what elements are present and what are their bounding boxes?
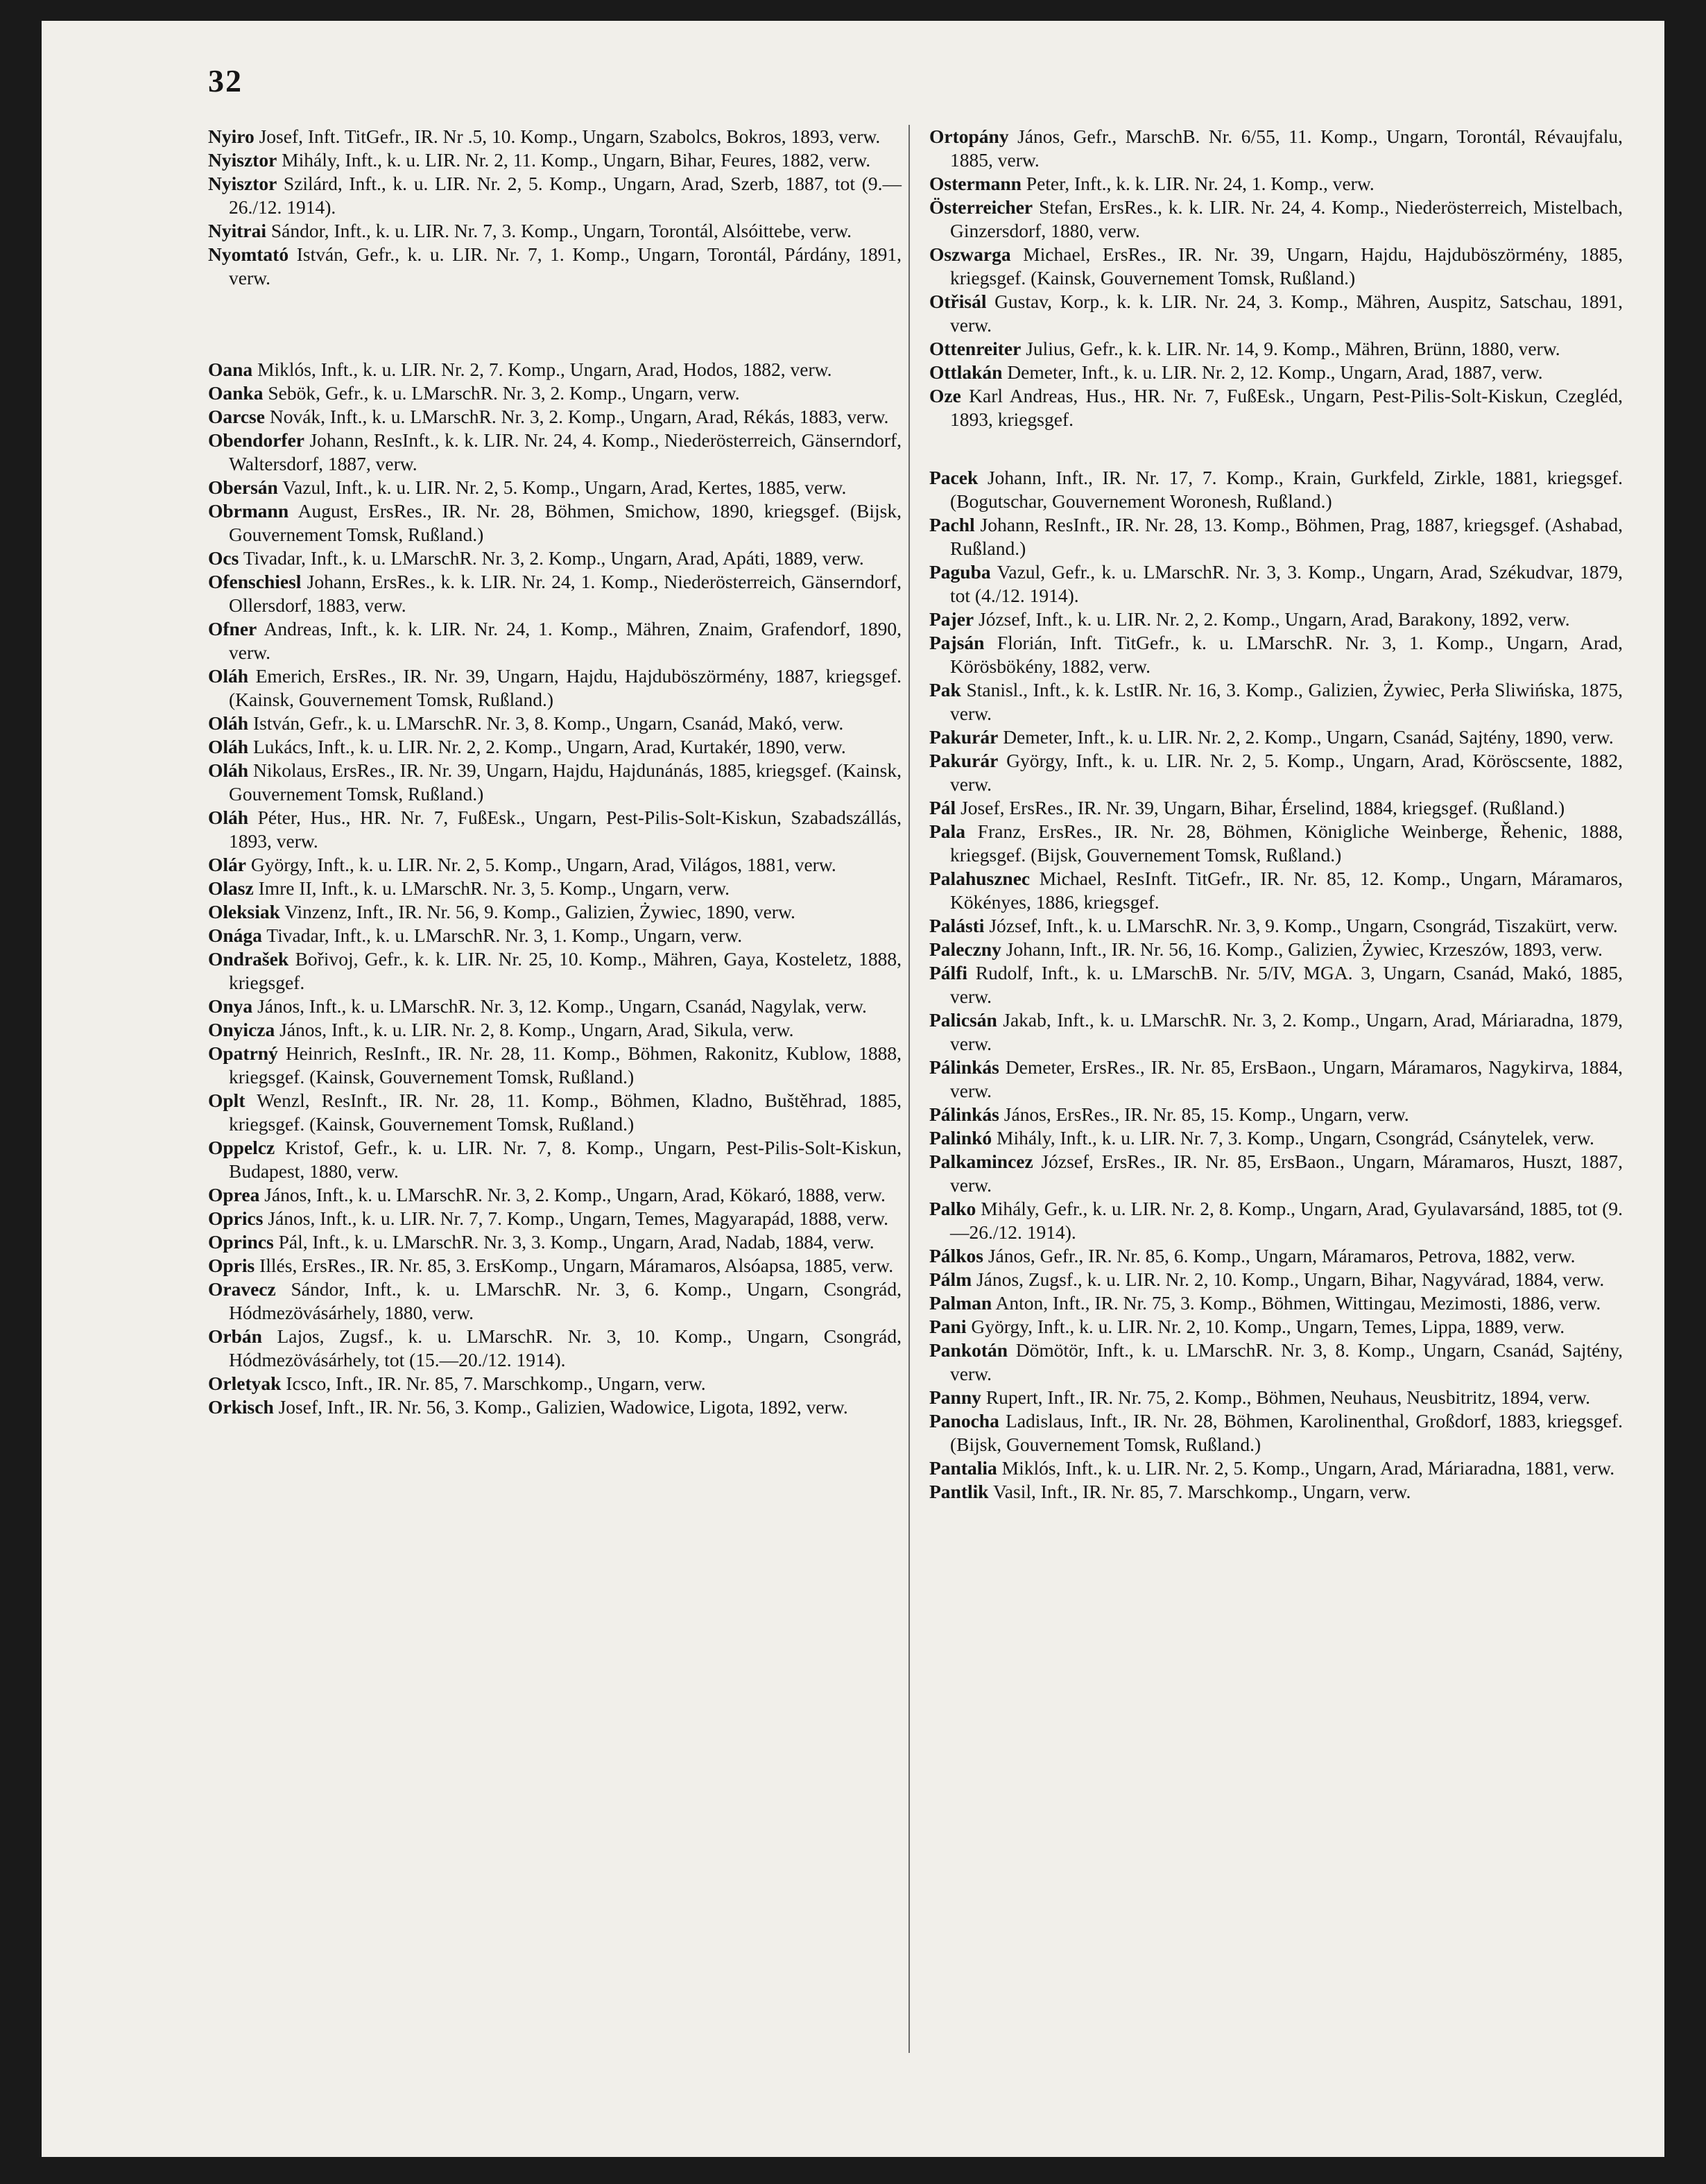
entry-details: Gustav, Korp., k. k. LIR. Nr. 24, 3. Komp., Mähren, Auspitz, Satschau, 1891, verw. (950, 291, 1623, 336)
entry-surname: Oprincs (208, 1231, 274, 1253)
entry-details: Johann, ErsRes., k. k. LIR. Nr. 24, 1. Komp., Niederösterreich, Gänserndorf, Ollersdorf, 1883, verw. (229, 571, 902, 616)
entry-surname: Paguba (929, 561, 991, 583)
entry-details: Peter, Inft., k. k. LIR. Nr. 24, 1. Komp., verw. (1026, 173, 1375, 194)
entry-details: August, ErsRes., IR. Nr. 28, Böhmen, Smichow, 1890, kriegsgef. (Bijsk, Gouvernement Tomsk, Rußland.) (229, 500, 902, 545)
register-entry (929, 125, 1623, 172)
register-entry (208, 358, 902, 381)
entry-surname: Nyisztor (208, 149, 277, 171)
entry-surname: Oláh (208, 807, 249, 828)
entry-details: István, Gefr., k. u. LIR. Nr. 7, 1. Komp., Ungarn, Torontál, Párdány, 1891, verw. (229, 243, 902, 289)
entry-details: Stanisl., Inft., k. k. LstIR. Nr. 16, 3. Komp., Galizien, Żywiec, Perła Sliwińska, 1875, verw. (950, 679, 1623, 724)
entry-details: Kristof, Gefr., k. u. LIR. Nr. 7, 8. Komp., Ungarn, Pest-Pilis-Solt-Kiskun, Budapest, 1880, verw. (229, 1137, 902, 1182)
register-entry (208, 1254, 902, 1278)
register-entry (208, 1278, 902, 1325)
entry-surname: Onyicza (208, 1019, 275, 1040)
entry-details: Andreas, Inft., k. k. LIR. Nr. 24, 1. Komp., Mähren, Znaim, Grafendorf, 1890, verw. (229, 618, 902, 663)
entry-details: Rudolf, Inft., k. u. LMarschB. Nr. 5/IV, MGA. 3, Ungarn, Csanád, Makó, 1885, verw. (950, 962, 1623, 1007)
entry-details: József, ErsRes., IR. Nr. 85, ErsBaon., Ungarn, Máramaros, Huszt, 1887, verw. (950, 1151, 1623, 1196)
entry-surname: Pankotán (929, 1339, 1008, 1361)
register-entry (929, 1339, 1623, 1386)
register-entry (208, 429, 902, 476)
entry-surname: Pantlik (929, 1481, 989, 1502)
entry-surname: Olár (208, 854, 246, 875)
entry-surname: Orletyak (208, 1373, 282, 1394)
entry-surname: Ofner (208, 618, 257, 639)
entry-details: Josef, Inft., IR. Nr. 56, 3. Komp., Galizien, Wadowice, Ligota, 1892, verw. (278, 1396, 848, 1418)
entry-surname: Opatrný (208, 1042, 278, 1064)
register-entry (929, 337, 1623, 361)
entry-details: János, Inft., k. u. LMarschR. Nr. 3, 2. Komp., Ungarn, Arad, Kökaró, 1888, verw. (264, 1184, 886, 1205)
register-entry (929, 1268, 1623, 1291)
entry-details: Illés, ErsRes., IR. Nr. 85, 3. ErsKomp., Ungarn, Máramaros, Alsóapsa, 1885, verw. (259, 1255, 894, 1276)
entry-details: Mihály, Gefr., k. u. LIR. Nr. 2, 8. Komp., Ungarn, Arad, Gyulavarsánd, 1885, tot (9.—26./12. 1914). (950, 1198, 1623, 1243)
entry-details: Icsco, Inft., IR. Nr. 85, 7. Marschkomp., Ungarn, verw. (286, 1373, 706, 1394)
register-entry (929, 961, 1623, 1008)
entry-surname: Ocs (208, 547, 239, 569)
register-entry (929, 1244, 1623, 1268)
entry-details: Demeter, Inft., k. u. LIR. Nr. 2, 2. Komp., Ungarn, Csanád, Sajtény, 1890, verw. (1003, 726, 1614, 748)
register-entry (208, 1089, 902, 1136)
register-entry (929, 466, 1623, 513)
register-entry (929, 608, 1623, 631)
entry-surname: Pantalia (929, 1457, 997, 1479)
entry-surname: Ondrašek (208, 948, 289, 970)
entry-surname: Oszwarga (929, 243, 1011, 265)
entry-details: Franz, ErsRes., IR. Nr. 28, Böhmen, Königliche Weinberge, Řehenic, 1888, kriegsgef. (Bijsk, Gouvernement Tomsk, Rußland.) (950, 820, 1623, 866)
entry-surname: Obendorfer (208, 429, 305, 451)
entry-details: György, Inft., k. u. LIR. Nr. 2, 10. Komp., Ungarn, Temes, Lippa, 1889, verw. (971, 1316, 1565, 1337)
entry-surname: Orkisch (208, 1396, 274, 1418)
entry-details: Lajos, Zugsf., k. u. LMarschR. Nr. 3, 10. Komp., Ungarn, Csongrád, Hódmezövásárhely, tot (15.—20./12. 1914). (229, 1325, 902, 1370)
entry-surname: Olasz (208, 877, 254, 899)
entry-details: Vinzenz, Inft., IR. Nr. 56, 9. Komp., Galizien, Żywiec, 1890, verw. (284, 901, 795, 922)
entry-surname: Pálinkás (929, 1056, 999, 1078)
entry-surname: Oravecz (208, 1278, 276, 1300)
entry-surname: Oppelcz (208, 1137, 275, 1158)
entry-details: István, Gefr., k. u. LMarschR. Nr. 3, 8. Komp., Ungarn, Csanád, Makó, verw. (252, 712, 844, 734)
register-entry (208, 1018, 902, 1042)
entry-surname: Pál (929, 797, 956, 818)
register-entry (929, 243, 1623, 290)
entry-surname: Oláh (208, 759, 249, 781)
entry-surname: Nyisztor (208, 173, 277, 194)
entry-details: Tivadar, Inft., k. u. LMarschR. Nr. 3, 2. Komp., Ungarn, Arad, Apáti, 1889, verw. (243, 547, 864, 569)
entry-details: János, Zugsf., k. u. LIR. Nr. 2, 10. Komp., Ungarn, Bihar, Nagyvárad, 1884, verw. (976, 1269, 1605, 1290)
register-entry (929, 1126, 1623, 1150)
register-entry (208, 1230, 902, 1254)
entry-surname: Otřisál (929, 291, 987, 312)
register-entry (929, 914, 1623, 938)
entry-surname: Nyiro (208, 126, 255, 147)
register-entry (929, 1291, 1623, 1315)
register-entry (208, 1136, 902, 1183)
entry-surname: Oarcse (208, 406, 265, 427)
entry-surname: Oanka (208, 382, 264, 404)
register-entry (208, 1042, 902, 1089)
register-entry (208, 995, 902, 1018)
entry-details: Bořivoj, Gefr., k. k. LIR. Nr. 25, 10. Komp., Mähren, Gaya, Kosteletz, 1888, kriegsgef. (229, 948, 902, 993)
register-entry (929, 196, 1623, 243)
entry-surname: Ottenreiter (929, 338, 1022, 359)
entry-details: Emerich, ErsRes., IR. Nr. 39, Ungarn, Hajdu, Hajduböszörmény, 1887, kriegsgef. (Kainsk, Gouvernement Tomsk, Rußland.) (229, 665, 902, 710)
register-entry (208, 381, 902, 405)
entry-surname: Nyomtató (208, 243, 289, 265)
entry-surname: Panocha (929, 1410, 999, 1431)
entry-details: János, Gefr., IR. Nr. 85, 6. Komp., Ungarn, Máramaros, Petrova, 1882, verw. (988, 1245, 1576, 1266)
entry-surname: Palman (929, 1292, 992, 1314)
register-entry (929, 796, 1623, 820)
entry-details: Vasil, Inft., IR. Nr. 85, 7. Marschkomp., Ungarn, verw. (992, 1481, 1411, 1502)
register-entry (929, 1409, 1623, 1456)
entry-surname: Pacek (929, 467, 979, 488)
register-entry (929, 867, 1623, 914)
register-entry (929, 172, 1623, 196)
register-entry (929, 749, 1623, 796)
entry-surname: Palásti (929, 915, 985, 936)
entry-details: Ladislaus, Inft., IR. Nr. 28, Böhmen, Karolinenthal, Großdorf, 1883, kriegsgef. (Bijsk, Gouvernement Tomsk, Rußland.) (950, 1410, 1623, 1455)
entry-surname: Pakurár (929, 726, 999, 748)
entry-details: Dömötör, Inft., k. u. LMarschR. Nr. 3, 8. Komp., Ungarn, Csanád, Sajtény, verw. (950, 1339, 1623, 1384)
register-entry (929, 384, 1623, 431)
entry-surname: Oprea (208, 1184, 260, 1205)
entry-surname: Oleksiak (208, 901, 280, 922)
register-entry (208, 219, 902, 243)
entry-details: Pál, Inft., k. u. LMarschR. Nr. 3, 3. Komp., Ungarn, Arad, Nadab, 1884, verw. (278, 1231, 874, 1253)
entry-details: Heinrich, ResInft., IR. Nr. 28, 11. Komp., Böhmen, Rakonitz, Kublow, 1888, kriegsgef. (Kainsk, Gouvernement Tomsk, Rußland.) (229, 1042, 902, 1087)
entry-details: Miklós, Inft., k. u. LIR. Nr. 2, 5. Komp., Ungarn, Arad, Máriaradna, 1881, verw. (1001, 1457, 1615, 1479)
entry-details: Johann, ResInft., IR. Nr. 28, 13. Komp., Böhmen, Prag, 1887, kriegsgef. (Ashabad, Rußland.) (950, 514, 1623, 559)
entry-surname: Ofenschiesl (208, 571, 302, 592)
entry-details: Sándor, Inft., k. u. LMarschR. Nr. 3, 6. Komp., Ungarn, Csongrád, Hódmezövásárhely, 1880, verw. (229, 1278, 902, 1323)
register-entry (929, 631, 1623, 678)
entry-surname: Opris (208, 1255, 255, 1276)
entry-details: József, Inft., k. u. LIR. Nr. 2, 2. Komp., Ungarn, Arad, Barakony, 1892, verw. (979, 608, 1570, 630)
entry-surname: Oláh (208, 712, 249, 734)
entry-details: Péter, Hus., HR. Nr. 7, FußEsk., Ungarn, Pest-Pilis-Solt-Kiskun, Szabadszállás, 1893, verw. (229, 807, 902, 852)
entry-surname: Pala (929, 820, 965, 842)
register-entry (208, 172, 902, 219)
register-entry (929, 1008, 1623, 1056)
entry-surname: Palahusznec (929, 868, 1031, 889)
register-entry (929, 820, 1623, 867)
register-entry (208, 853, 902, 877)
entry-details: Novák, Inft., k. u. LMarschR. Nr. 3, 2. Komp., Ungarn, Arad, Rékás, 1883, verw. (269, 406, 889, 427)
entry-surname: Pachl (929, 514, 975, 535)
section-gap (929, 431, 1623, 466)
register-entry (929, 1056, 1623, 1103)
register-entry (208, 1372, 902, 1395)
entry-details: Sándor, Inft., k. u. LIR. Nr. 7, 3. Komp., Ungarn, Torontál, Alsóittebe, verw. (270, 220, 852, 241)
entry-details: Mihály, Inft., k. u. LIR. Nr. 2, 11. Komp., Ungarn, Bihar, Feures, 1882, verw. (282, 149, 871, 171)
register-entry (929, 361, 1623, 384)
register-entry (208, 1325, 902, 1372)
entry-details: Josef, ErsRes., IR. Nr. 39, Ungarn, Bihar, Érselind, 1884, kriegsgef. (Rußland.) (960, 797, 1565, 818)
entry-details: Nikolaus, ErsRes., IR. Nr. 39, Ungarn, Hajdu, Hajdunánás, 1885, kriegsgef. (Kainsk, Gouvernement Tomsk, Rußland.) (229, 759, 902, 805)
entry-details: József, Inft., k. u. LMarschR. Nr. 3, 9. Komp., Ungarn, Csongrád, Tiszakürt, verw. (989, 915, 1618, 936)
register-entry (929, 513, 1623, 560)
entry-surname: Oana (208, 359, 253, 380)
entry-surname: Obersán (208, 476, 278, 498)
entry-surname: Ottlakán (929, 361, 1003, 383)
entry-surname: Pak (929, 679, 961, 700)
left-column (208, 125, 902, 1419)
entry-surname: Pálfi (929, 962, 967, 983)
register-entry (208, 947, 902, 995)
entry-details: Mihály, Inft., k. u. LIR. Nr. 7, 3. Komp., Ungarn, Csongrád, Csánytelek, verw. (997, 1127, 1594, 1149)
entry-surname: Obrmann (208, 500, 289, 522)
entry-surname: Pakurár (929, 750, 999, 771)
entry-surname: Pálm (929, 1269, 972, 1290)
entry-surname: Oláh (208, 665, 249, 687)
register-entry (929, 1456, 1623, 1480)
entry-surname: Pálkos (929, 1245, 983, 1266)
register-entry (208, 547, 902, 570)
entry-surname: Ortopány (929, 126, 1009, 147)
register-entry (929, 938, 1623, 961)
entry-details: Florián, Inft. TitGefr., k. u. LMarschR. Nr. 3, 1. Komp., Ungarn, Arad, Körösbökény, 1882, verw. (950, 632, 1623, 677)
register-entry (929, 1150, 1623, 1197)
entry-details: Anton, Inft., IR. Nr. 75, 3. Komp., Böhmen, Wittingau, Mezimosti, 1886, verw. (995, 1292, 1601, 1314)
register-entry (929, 1197, 1623, 1244)
register-entry (929, 1386, 1623, 1409)
register-entry (929, 290, 1623, 337)
entry-details: János, ErsRes., IR. Nr. 85, 15. Komp., Ungarn, verw. (1003, 1103, 1409, 1125)
entry-surname: Palicsán (929, 1009, 997, 1031)
register-entry (208, 924, 902, 947)
register-entry (208, 476, 902, 499)
register-entry (208, 617, 902, 664)
register-entry (208, 499, 902, 547)
entry-surname: Oprics (208, 1207, 264, 1229)
document-page (42, 21, 1664, 2157)
entry-details: Michael, ErsRes., IR. Nr. 39, Ungarn, Hajdu, Hajduböszörmény, 1885, kriegsgef. (Kainsk, Gouvernement Tomsk, Rußland.) (950, 243, 1623, 289)
register-entry (208, 1207, 902, 1230)
page-number: 32 (208, 63, 243, 98)
register-entry (208, 1395, 902, 1419)
entry-details: János, Inft., k. u. LIR. Nr. 2, 8. Komp., Ungarn, Arad, Sikula, verw. (279, 1019, 794, 1040)
register-entry (208, 1183, 902, 1207)
register-entry (208, 570, 902, 617)
entry-surname: Palinkó (929, 1127, 992, 1149)
column-divider (908, 125, 910, 2053)
register-entry (929, 1315, 1623, 1339)
register-entry (208, 712, 902, 735)
entry-details: Vazul, Inft., k. u. LIR. Nr. 2, 5. Komp., Ungarn, Arad, Kertes, 1885, verw. (282, 476, 847, 498)
register-entry (208, 877, 902, 900)
entry-surname: Onya (208, 995, 253, 1017)
entry-details: Julius, Gefr., k. k. LIR. Nr. 14, 9. Komp., Mähren, Brünn, 1880, verw. (1026, 338, 1560, 359)
entry-details: Sebök, Gefr., k. u. LMarschR. Nr. 3, 2. Komp., Ungarn, verw. (268, 382, 740, 404)
entry-surname: Oze (929, 385, 961, 406)
register-entry (208, 148, 902, 172)
register-entry (929, 678, 1623, 725)
entry-surname: Panny (929, 1386, 981, 1408)
entry-surname: Nyitrai (208, 220, 267, 241)
register-entry (208, 759, 902, 806)
entry-details: János, Gefr., MarschB. Nr. 6/55, 11. Komp., Ungarn, Torontál, Révaujfalu, 1885, verw. (950, 126, 1623, 171)
entry-details: Johann, ResInft., k. k. LIR. Nr. 24, 4. Komp., Niederösterreich, Gänserndorf, Waltersdorf, 1887, verw. (229, 429, 902, 474)
entry-details: János, Inft., k. u. LMarschR. Nr. 3, 12. Komp., Ungarn, Csanád, Nagylak, verw. (257, 995, 867, 1017)
entry-surname: Palko (929, 1198, 976, 1219)
register-entry (208, 806, 902, 853)
section-gap (208, 290, 902, 358)
entry-surname: Österreicher (929, 196, 1033, 218)
entry-details: Demeter, Inft., k. u. LIR. Nr. 2, 12. Komp., Ungarn, Arad, 1887, verw. (1007, 361, 1543, 383)
entry-details: Imre II, Inft., k. u. LMarschR. Nr. 3, 5. Komp., Ungarn, verw. (258, 877, 730, 899)
entry-details: János, Inft., k. u. LIR. Nr. 7, 7. Komp., Ungarn, Temes, Magyarapád, 1888, verw. (268, 1207, 889, 1229)
entry-surname: Pálinkás (929, 1103, 999, 1125)
entry-details: Jakab, Inft., k. u. LMarschR. Nr. 3, 2. Komp., Ungarn, Arad, Máriaradna, 1879, verw. (950, 1009, 1623, 1054)
entry-surname: Pani (929, 1316, 967, 1337)
register-entry (208, 900, 902, 924)
entry-details: Wenzl, ResInft., IR. Nr. 28, 11. Komp., Böhmen, Kladno, Buštěhrad, 1885, kriegsgef. (Kainsk, Gouvernement Tomsk, Rußland.) (229, 1090, 902, 1135)
entry-surname: Pajer (929, 608, 974, 630)
entry-details: Demeter, ErsRes., IR. Nr. 85, ErsBaon., Ungarn, Máramaros, Nagykirva, 1884, verw. (950, 1056, 1623, 1101)
entry-surname: Ostermann (929, 173, 1022, 194)
entry-details: Miklós, Inft., k. u. LIR. Nr. 2, 7. Komp., Ungarn, Arad, Hodos, 1882, verw. (257, 359, 832, 380)
entry-details: Michael, ResInft. TitGefr., IR. Nr. 85, 12. Komp., Ungarn, Máramaros, Kökényes, 1886, kriegsgef. (950, 868, 1623, 913)
entry-surname: Oláh (208, 736, 249, 757)
entry-surname: Palkamincez (929, 1151, 1033, 1172)
entry-details: Josef, Inft. TitGefr., IR. Nr .5, 10. Komp., Ungarn, Szabolcs, Bokros, 1893, verw. (259, 126, 881, 147)
entry-details: Johann, Inft., IR. Nr. 17, 7. Komp., Krain, Gurkfeld, Zirkle, 1881, kriegsgef. (Bogutschar, Gouvernement Woronesh, Rußland.) (950, 467, 1623, 512)
register-entry (208, 664, 902, 712)
register-entry (929, 560, 1623, 608)
entry-details: Tivadar, Inft., k. u. LMarschR. Nr. 3, 1. Komp., Ungarn, verw. (266, 925, 743, 946)
entry-details: György, Inft., k. u. LIR. Nr. 2, 5. Komp., Ungarn, Arad, Világos, 1881, verw. (250, 854, 836, 875)
entry-details: Stefan, ErsRes., k. k. LIR. Nr. 24, 4. Komp., Niederösterreich, Mistelbach, Ginzersdorf, 1880, verw. (950, 196, 1623, 241)
register-entry (929, 1480, 1623, 1504)
register-entry (208, 405, 902, 429)
register-entry (929, 1103, 1623, 1126)
entry-details: György, Inft., k. u. LIR. Nr. 2, 5. Komp., Ungarn, Arad, Köröscsente, 1882, verw. (950, 750, 1623, 795)
entry-details: Szilárd, Inft., k. u. LIR. Nr. 2, 5. Komp., Ungarn, Arad, Szerb, 1887, tot (9.—26./12. 1914). (229, 173, 902, 218)
entry-surname: Onága (208, 925, 262, 946)
entry-details: Vazul, Gefr., k. u. LMarschR. Nr. 3, 3. Komp., Ungarn, Arad, Székudvar, 1879, tot (4./12. 1914). (950, 561, 1623, 606)
entry-details: Karl Andreas, Hus., HR. Nr. 7, FußEsk., Ungarn, Pest-Pilis-Solt-Kiskun, Czegléd, 1893, kriegsgef. (950, 385, 1623, 430)
entry-surname: Pajsán (929, 632, 985, 653)
register-entry (208, 243, 902, 290)
entry-surname: Paleczny (929, 938, 1001, 960)
register-entry (208, 735, 902, 759)
entry-details: Rupert, Inft., IR. Nr. 75, 2. Komp., Böhmen, Neuhaus, Neusbitritz, 1894, verw. (985, 1386, 1590, 1408)
register-entry (208, 125, 902, 148)
right-column (929, 125, 1623, 1504)
register-entry (929, 725, 1623, 749)
entry-details: Lukács, Inft., k. u. LIR. Nr. 2, 2. Komp., Ungarn, Arad, Kurtakér, 1890, verw. (252, 736, 846, 757)
entry-details: Johann, Inft., IR. Nr. 56, 16. Komp., Galizien, Żywiec, Krzeszów, 1893, verw. (1006, 938, 1603, 960)
entry-surname: Oplt (208, 1090, 245, 1111)
entry-surname: Orbán (208, 1325, 262, 1347)
